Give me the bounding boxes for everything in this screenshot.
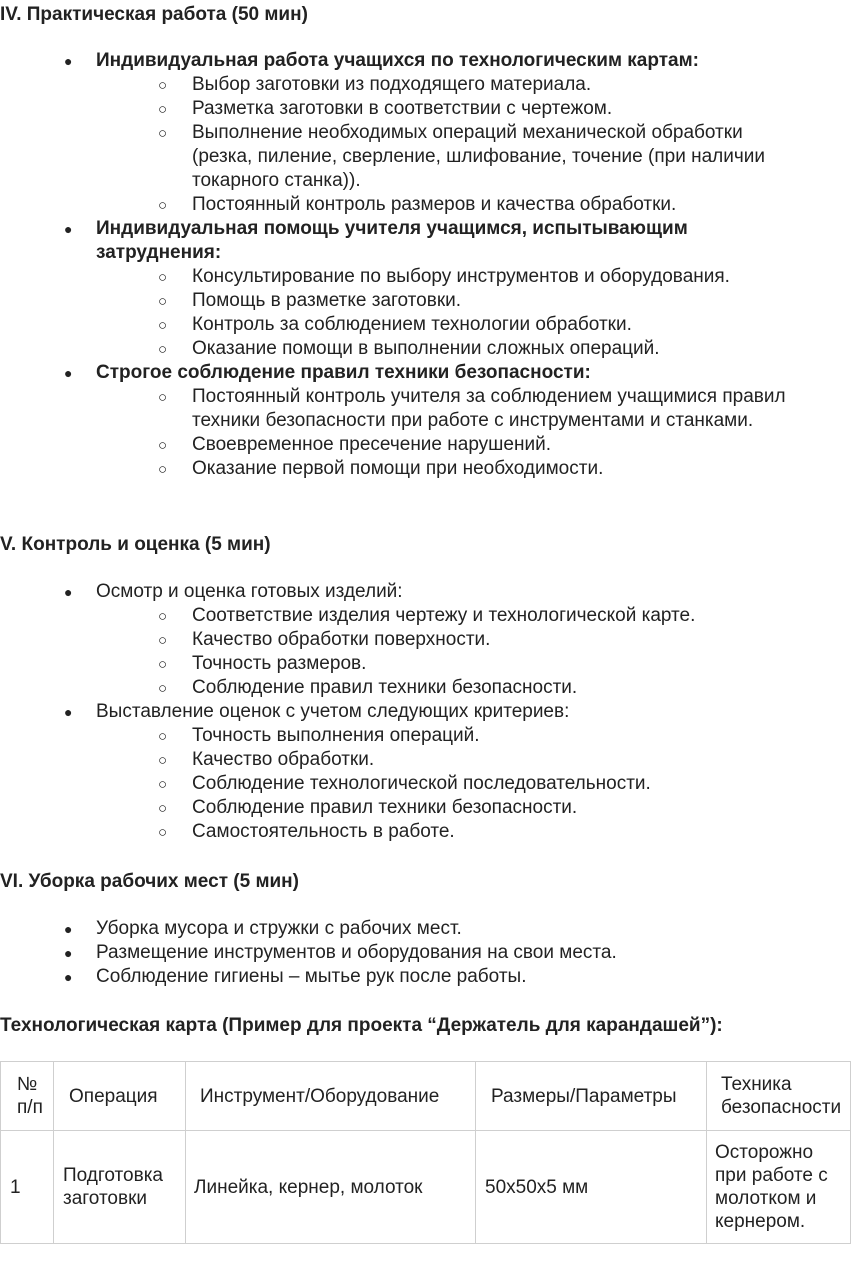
list-item-text: Оказание первой помощи при необходимости. [192, 458, 604, 479]
bullet-icon: ● [64, 584, 73, 600]
header-cell: Операция [54, 1062, 186, 1131]
section-6-list [0, 917, 816, 989]
section-5-title: V. Контроль и оценка (5 мин) [0, 534, 271, 555]
list-item [0, 121, 816, 193]
list-item-text: Точность выполнения операций. [192, 725, 480, 746]
list-item [0, 217, 816, 361]
list-item-text: Постоянный контроль размеров и качества обработки. [192, 194, 677, 215]
table-cell: 1 [1, 1131, 54, 1244]
circle-bullet-icon: ○ [158, 341, 168, 358]
bullet-icon: ● [64, 365, 73, 381]
list-item-text: Выбор заготовки из подходящего материала. [192, 74, 592, 95]
list-item [0, 73, 816, 97]
list-item [0, 289, 816, 313]
circle-bullet-icon: ○ [158, 680, 168, 697]
list-item [0, 628, 816, 652]
list-item-text: Уборка мусора и стружки с рабочих мест. [96, 918, 462, 939]
bullet-label: Индивидуальная помощь учителя учащимся, испытывающим затруднения: [96, 218, 688, 263]
list-item [0, 97, 816, 121]
section-4-list [0, 49, 816, 481]
list-item-text: Соблюдение технологической последовательности. [192, 773, 651, 794]
list-item-text: Качество обработки поверхности. [192, 629, 491, 650]
circle-bullet-icon: ○ [158, 77, 168, 94]
list-item [0, 676, 816, 700]
list-item-text: Выполнение необходимых операций механической обработки (резка, пиление, сверление, шлифование, точение (при наличии токарного станка)). [192, 122, 765, 191]
table-cell: 50x50x5 мм [476, 1131, 707, 1244]
list-item-text: Помощь в разметке заготовки. [192, 290, 462, 311]
list-item [0, 917, 816, 941]
list-item [0, 748, 816, 772]
circle-bullet-icon: ○ [158, 269, 168, 286]
circle-bullet-icon: ○ [158, 101, 168, 118]
circle-bullet-icon: ○ [158, 317, 168, 334]
list-item-text: Своевременное пресечение нарушений. [192, 434, 551, 455]
circle-bullet-icon: ○ [158, 293, 168, 310]
list-item [0, 652, 816, 676]
table-cell: Подготовка заготовки [54, 1131, 186, 1244]
list-item [0, 604, 816, 628]
list-item-text: Контроль за соблюдением технологии обработки. [192, 314, 632, 335]
section-5-list [0, 580, 816, 844]
bullet-icon: ● [64, 945, 73, 961]
bullet-icon: ● [64, 969, 73, 985]
list-item [0, 337, 816, 361]
list-item [0, 820, 816, 844]
list-item-text: Точность размеров. [192, 653, 367, 674]
circle-bullet-icon: ○ [158, 728, 168, 745]
list-item [0, 193, 816, 217]
bullet-icon: ● [64, 53, 73, 69]
tech-card-table [0, 1061, 851, 1244]
circle-bullet-icon: ○ [158, 800, 168, 817]
list-item-text: Самостоятельность в работе. [192, 821, 455, 842]
sub-list [96, 724, 816, 844]
list-item [0, 941, 816, 965]
list-item-text: Оказание помощи в выполнении сложных операций. [192, 338, 660, 359]
bullet-icon: ● [64, 921, 73, 937]
list-item [0, 700, 816, 844]
bullet-label: Строгое соблюдение правил техники безопасности: [96, 362, 591, 383]
header-cell: Инструмент/Оборудование [186, 1062, 476, 1131]
section-6-title: VI. Уборка рабочих мест (5 мин) [0, 871, 299, 892]
circle-bullet-icon: ○ [158, 389, 168, 406]
circle-bullet-icon: ○ [158, 461, 168, 478]
sub-list [96, 265, 816, 361]
list-item [0, 313, 816, 337]
header-cell: Размеры/Параметры [476, 1062, 707, 1131]
list-item [0, 433, 816, 457]
list-item [0, 457, 816, 481]
list-item-text: Качество обработки. [192, 749, 375, 770]
circle-bullet-icon: ○ [158, 776, 168, 793]
sub-list [96, 604, 816, 700]
list-item-text: Соблюдение правил техники безопасности. [192, 797, 578, 818]
bullet-icon: ● [64, 221, 73, 237]
list-item [0, 724, 816, 748]
sub-list [96, 73, 816, 217]
list-item-text: Размещение инструментов и оборудования на свои места. [96, 942, 617, 963]
list-item [0, 265, 816, 289]
list-item [0, 361, 816, 481]
circle-bullet-icon: ○ [158, 656, 168, 673]
list-item-text: Соблюдение гигиены – мытье рук после работы. [96, 966, 527, 987]
bullet-label: Выставление оценок с учетом следующих критериев: [96, 701, 570, 722]
circle-bullet-icon: ○ [158, 125, 168, 142]
list-item-text: Постоянный контроль учителя за соблюдением учащимися правил техники безопасности при работе с инструментами и станками. [192, 386, 786, 431]
table-cell: Линейка, кернер, молоток [186, 1131, 476, 1244]
table-cell: Осторожно при работе с молотком и кернером. [707, 1131, 851, 1244]
list-item-text: Соблюдение правил техники безопасности. [192, 677, 578, 698]
header-cell: № п/п [1, 1062, 54, 1131]
list-item-text: Разметка заготовки в соответствии с чертежом. [192, 98, 613, 119]
circle-bullet-icon: ○ [158, 752, 168, 769]
list-item-text: Консультирование по выбору инструментов и оборудования. [192, 266, 730, 287]
bullet-label: Осмотр и оценка готовых изделий: [96, 581, 403, 602]
circle-bullet-icon: ○ [158, 608, 168, 625]
list-item [0, 965, 816, 989]
header-cell: Техника безопасности [707, 1062, 851, 1131]
list-item-text: Соответствие изделия чертежу и технологической карте. [192, 605, 696, 626]
list-item [0, 49, 816, 217]
sub-list [96, 385, 816, 481]
section-4-title: IV. Практическая работа (50 мин) [0, 4, 308, 25]
circle-bullet-icon: ○ [158, 632, 168, 649]
circle-bullet-icon: ○ [158, 437, 168, 454]
table-header-row [1, 1062, 851, 1131]
list-item [0, 796, 816, 820]
bullet-icon: ● [64, 704, 73, 720]
table-row [1, 1131, 851, 1244]
circle-bullet-icon: ○ [158, 197, 168, 214]
circle-bullet-icon: ○ [158, 824, 168, 841]
list-item [0, 772, 816, 796]
tech-card-title: Технологическая карта (Пример для проекта “Держатель для карандашей”): [0, 1015, 723, 1036]
bullet-label: Индивидуальная работа учащихся по технологическим картам: [96, 50, 699, 71]
list-item [0, 580, 816, 700]
list-item [0, 385, 816, 433]
